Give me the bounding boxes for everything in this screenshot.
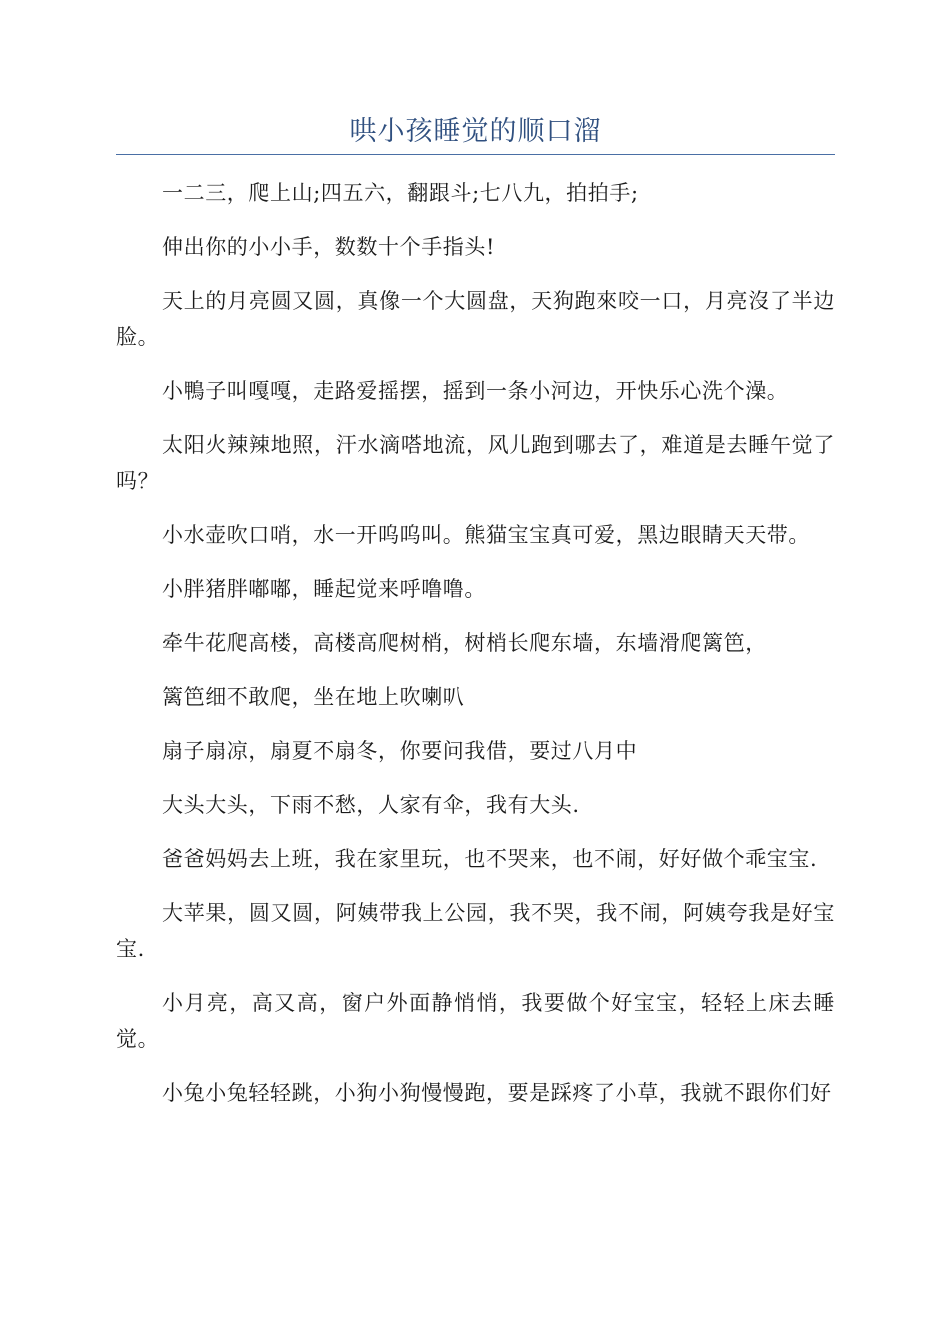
paragraph: 一二三，爬上山;四五六，翻跟斗;七八九，拍拍手; [162,181,639,205]
paragraph: 小月亮，高又高，窗户外面静悄悄，我要做个好宝宝，轻轻上床去睡觉。 [116,991,835,1051]
paragraph: 小兔小兔轻轻跳，小狗小狗慢慢跑，要是踩疼了小草，我就不跟你们好 [162,1081,832,1105]
paragraph: 大头大头，下雨不愁，人家有伞，我有大头. [162,793,580,817]
title-underline [116,154,835,155]
paragraph: 太阳火辣辣地照，汗水滴嗒地流，风儿跑到哪去了，难道是去睡午觉了吗？ [116,433,835,493]
paragraph: 大苹果，圆又圆，阿姨带我上公园，我不哭，我不闹，阿姨夸我是好宝宝. [116,901,835,961]
paragraph: 小鴨子叫嘎嘎，走路爱摇摆，摇到一条小河边，开快乐心洗个澡。 [162,379,789,403]
paragraph: 小胖猪胖嘟嘟，睡起觉来呼噜噜。 [162,577,486,601]
paragraph: 天上的月亮圆又圆，真像一个大圆盘，天狗跑來咬一口，月亮沒了半边脸。 [116,289,835,349]
document-title: 哄小孩睡觉的顺口溜 [349,116,602,147]
paragraph: 牵牛花爬高楼，高楼高爬树梢，树梢长爬东墙，东墙滑爬篱笆， [162,631,767,655]
paragraph: 小水壶吹口哨，水一开呜呜叫。熊猫宝宝真可爱，黑边眼睛天天带。 [162,523,810,547]
paragraph: 伸出你的小小手，数数十个手指头! [162,235,496,259]
document-body [116,175,835,1111]
paragraph: 篱笆细不敢爬，坐在地上吹喇叭 [162,685,465,709]
paragraph: 爸爸妈妈去上班，我在家里玩，也不哭来，也不闹，好好做个乖宝宝. [162,847,818,871]
paragraph: 扇子扇凉，扇夏不扇冬，你要问我借，要过八月中 [162,739,638,763]
